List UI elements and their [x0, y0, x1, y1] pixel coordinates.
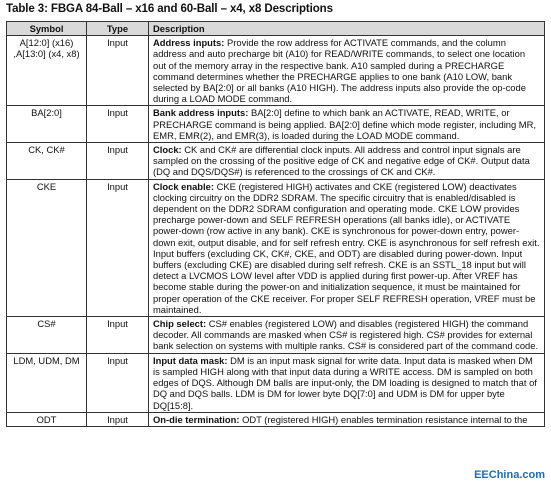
table-row	[7, 106, 545, 143]
symbol-text: ,A[13:0] (x4, x8)	[13, 48, 80, 60]
symbol-cell	[7, 143, 87, 180]
description-cell	[149, 412, 545, 426]
symbol-text: LDM, UDM, DM	[13, 354, 80, 366]
table-row	[7, 179, 545, 316]
description-cell	[149, 106, 545, 143]
description-text: CK and CK# are differential clock inputs. All address and control input signals are sampled on the crossing of the positive edge of CK and negative edge of CK#. Output data (DQ and DQS/DQS#) is referenced to the crossings of CK and CK#.	[153, 144, 530, 178]
table-row	[7, 143, 545, 180]
description-cell	[149, 36, 545, 106]
type-cell: Input	[87, 143, 149, 180]
table-header-row	[7, 22, 545, 36]
description-cell	[149, 317, 545, 354]
description-lead: Clock enable:	[153, 180, 214, 192]
description-text: Provide the row address for ACTIVATE commands, and the column address and auto precharge bit (A10) for READ/WRITE commands, to select one location out of the memory array in the respective bank. A10 sampled during a PRECHARGE command determines whether the PRECHARGE applies to one bank (A10 LOW, bank selected by BA[2:0] or all banks (A10 HIGH). The address inputs also provide the op-code during a LOAD MODE command.	[153, 37, 526, 105]
symbol-text: CK, CK#	[28, 144, 65, 156]
description-lead: Clock:	[153, 144, 182, 156]
table-row	[7, 353, 545, 412]
symbol-cell	[7, 36, 87, 106]
type-cell: Input	[87, 179, 149, 316]
symbol-cell	[7, 106, 87, 143]
type-cell: Input	[87, 36, 149, 106]
type-cell: Input	[87, 353, 149, 412]
description-lead: Chip select:	[153, 318, 207, 330]
type-cell: Input	[87, 412, 149, 426]
header-symbol: Symbol	[7, 22, 87, 36]
symbol-cell	[7, 412, 87, 426]
description-lead: Input data mask:	[153, 354, 228, 366]
type-cell: Input	[87, 106, 149, 143]
symbol-text: CKE	[36, 180, 57, 192]
type-cell: Input	[87, 317, 149, 354]
description-text: CS# enables (registered LOW) and disables (registered HIGH) the command decoder. All commands are masked when CS# is registered high. CS# provides for external bank selection on systems with multiple ranks. CS# is considered part of the command code.	[153, 318, 539, 352]
table-row	[7, 412, 545, 426]
description-text: CKE (registered HIGH) activates and CKE (registered LOW) deactivates clocking circuitry on the DDR2 SDRAM. The specific circuitry that is enabled/disabled is dependent on the DDR2 SDRAM configuration and operating mode. CKE LOW provides precharge power-down and SELF REFRESH operations (all banks idle), or ACTIVATE power-down (row active in any bank). CKE is synchronous for power-down entry, power-down exit, output disable, and for self refresh entry. CKE is asynchronous for self refresh exit. Input buffers (excluding CK, CK#, CKE, and ODT) are disabled during power-down. Input buffers (excluding CKE) are disabled during self refresh. CKE is an SSTL_18 input but will detect a LVCMOS LOW level after VDD is applied during first power-up. After VREF has become stable during the power-on and initialization sequence, it must be maintained for proper operation of the CKE receiver. For proper SELF REFRESH operation, VREF must be maintained.	[153, 180, 540, 315]
ball-descriptions-table	[6, 21, 545, 427]
header-description: Description	[149, 22, 545, 36]
table-row	[7, 36, 545, 106]
symbol-text: CS#	[37, 318, 56, 330]
description-lead: On-die termination:	[153, 413, 240, 425]
symbol-cell	[7, 353, 87, 412]
description-lead: Bank address inputs:	[153, 107, 249, 119]
symbol-text: ODT	[36, 413, 57, 425]
description-cell	[149, 179, 545, 316]
watermark-text: EEChina.com	[474, 469, 545, 481]
symbol-text: A[12:0] (x16)	[19, 37, 74, 49]
description-cell	[149, 143, 545, 180]
table-row	[7, 317, 545, 354]
symbol-cell	[7, 179, 87, 316]
description-text: ODT (registered HIGH) enables termination resistance internal to the	[239, 413, 528, 425]
description-cell	[149, 353, 545, 412]
description-text: BA[2:0] define to which bank an ACTIVATE, READ, WRITE, or PRECHARGE command is being applied. BA[2:0] define which mode register, including MR, EMR, EMR(2), and EMR(3), is loaded during the LOAD MODE command.	[153, 107, 536, 141]
description-text: DM is an input mask signal for write data. Input data is masked when DM is sampled HIGH along with that input data during a WRITE access. DM is sampled on both edges of DQS. Although DM balls are input-only, the DM loading is designed to match that of DQ and DQS balls. LDM is DM for lower byte DQ[7:0] and UDM is DM for upper byte DQ[15:8].	[153, 354, 537, 411]
header-type: Type	[87, 22, 149, 36]
description-lead: Address inputs:	[153, 37, 225, 49]
symbol-text: BA[2:0]	[31, 107, 62, 119]
symbol-cell	[7, 317, 87, 354]
table-title: Table 3: FBGA 84-Ball – x16 and 60-Ball – x4, x8 Descriptions	[6, 3, 333, 15]
